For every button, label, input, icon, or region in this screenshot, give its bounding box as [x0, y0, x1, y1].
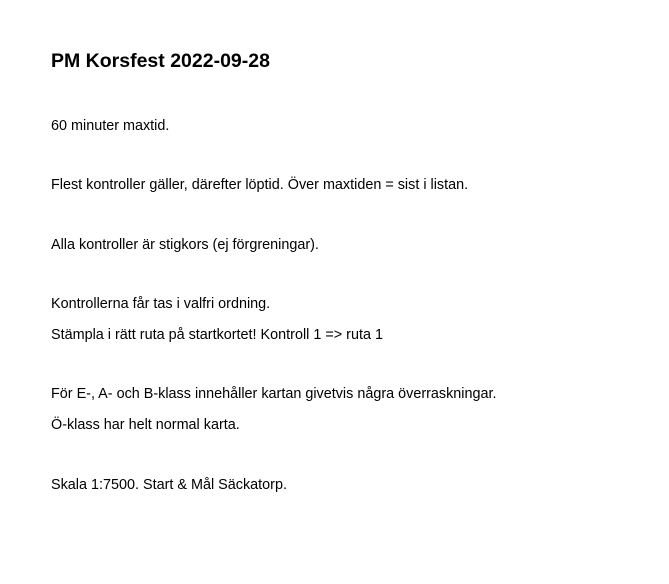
paragraph-max-time: 60 minuter maxtid. — [51, 118, 170, 134]
paragraph-scale-start-finish: Skala 1:7500. Start & Mål Säckatorp. — [51, 477, 287, 493]
paragraph-class-surprises: För E-, A- och B-klass innehåller kartan givetvis några överraskningar. — [51, 386, 497, 402]
paragraph-punch-instructions: Stämpla i rätt ruta på startkortet! Kontroll 1 => ruta 1 — [51, 327, 383, 343]
paragraph-control-type: Alla kontroller är stigkors (ej förgreningar). — [51, 237, 319, 253]
paragraph-o-class-map: Ö-klass har helt normal karta. — [51, 417, 240, 433]
paragraph-control-order: Kontrollerna får tas i valfri ordning. — [51, 296, 271, 312]
document-title: PM Korsfest 2022-09-28 — [51, 50, 270, 72]
paragraph-scoring-rules: Flest kontroller gäller, därefter löptid. Över maxtiden = sist i listan. — [51, 177, 469, 193]
